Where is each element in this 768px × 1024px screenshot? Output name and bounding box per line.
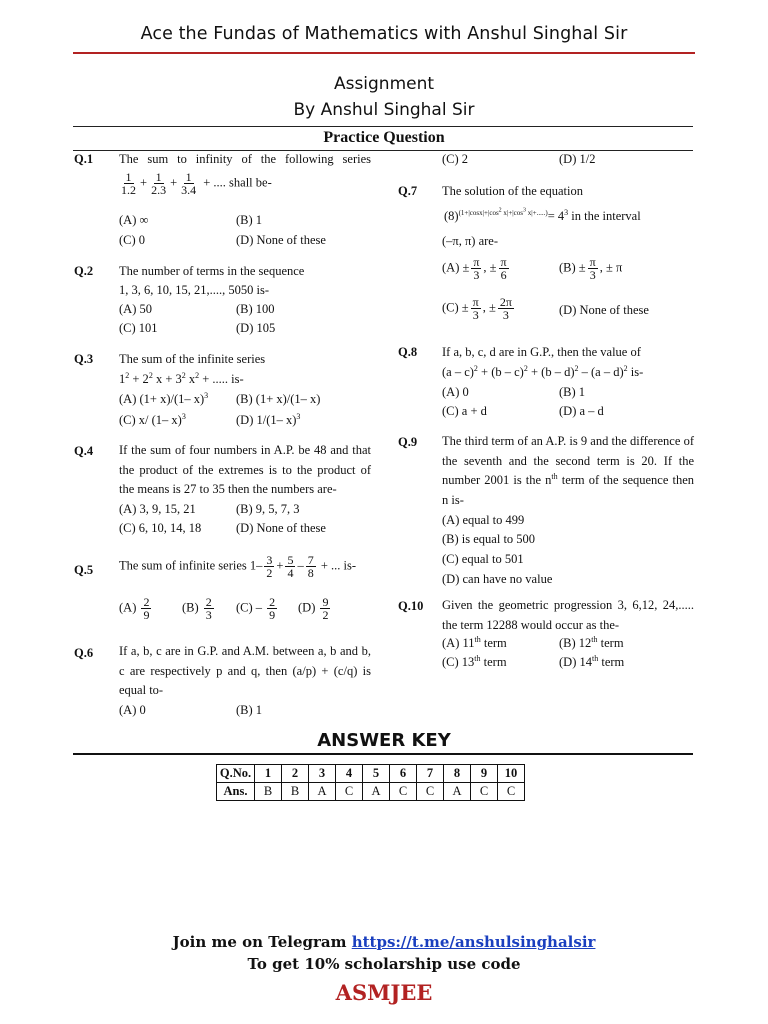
answer-key-ans-cell: C <box>471 783 498 801</box>
q1-frac-3: $\frac{1}{3.4}$ <box>181 170 197 197</box>
q2-option-d: (D) 105 <box>236 321 276 335</box>
q6-option-c: (C) 2 <box>442 152 469 166</box>
q9-option-b: (B) is equal to 500 <box>442 532 536 546</box>
q5-option-a: (A) $\frac{2}{9}$ <box>119 595 150 622</box>
q9-number: Q.9 <box>398 435 418 449</box>
q1-number: Q.1 <box>74 152 94 166</box>
answer-key-ans-cell: A <box>363 783 390 801</box>
answer-key-qno-cell: 5 <box>363 765 390 783</box>
q6-option-a: (A) 0 <box>119 703 146 717</box>
q7-line1: The solution of the equation <box>442 184 583 198</box>
answer-key-qno-cell: 7 <box>417 765 444 783</box>
telegram-line <box>0 933 768 951</box>
answer-key-answer-row <box>217 783 525 801</box>
answer-key-qno-cell: 4 <box>336 765 363 783</box>
q1-text: The sum to infinity of the following series <box>119 152 371 166</box>
q8-option-d: (D) a – d <box>559 404 604 418</box>
q8-expression: (a – c)$^2$ + (b – c)$^2$ + (b – d)$^2$ – (a – d)$^2$ is- <box>442 363 644 379</box>
q4-option-c: (C) 6, 10, 14, 18 <box>119 521 202 535</box>
q4-option-d: (D) None of these <box>236 521 326 535</box>
scholarship-line: To get 10% scholarship use code <box>247 955 521 973</box>
q5-text: The sum of infinite series 1– $\frac{3}{2}$ + $\frac{5}{4}$ – $\frac{7}{8}$ + ... is- <box>119 553 356 580</box>
q8-option-a: (A) 0 <box>442 385 469 399</box>
q7-number: Q.7 <box>398 184 418 198</box>
q1-frac-1: $\frac{1}{1.2}$ <box>121 170 136 197</box>
answer-key-qno-cell: 3 <box>309 765 336 783</box>
answer-key-qno-cell: 2 <box>282 765 309 783</box>
q6-number: Q.6 <box>74 646 94 660</box>
q1-frac-2: $\frac{1}{2.3}$ <box>151 170 167 197</box>
q4-option-a: (A) 3, 9, 15, 21 <box>119 502 196 516</box>
answer-key-ans-label: Ans. <box>217 783 255 801</box>
answer-key-qno-cell: 6 <box>390 765 417 783</box>
q5-frac-1: $\frac{3}{2}$ <box>266 553 273 580</box>
q4-text: If the sum of four numbers in A.P. be 48 and that the product of the extremes is to the product of the means is 27 to 35 then the numbers are- <box>119 443 371 497</box>
answer-key-ans-cell: C <box>336 783 363 801</box>
q7-line3: (–π, π) are- <box>442 234 498 248</box>
q10-option-b: (B) 12th term <box>559 634 624 650</box>
q10-option-c: (C) 13th term <box>442 653 507 669</box>
q3-option-a: (A) (1+ x)/(1– x)$^3$ <box>119 390 209 406</box>
q9-option-c: (C) equal to 501 <box>442 552 524 566</box>
answer-key-qno-cell: 10 <box>498 765 525 783</box>
q6-text: If a, b, c are in G.P. and A.M. between a, b and b, c are respectively p and q, then (a/p) + (c/q) is equal to- <box>119 644 371 698</box>
answer-key-table <box>216 764 525 801</box>
answer-key-ans-cell: C <box>390 783 417 801</box>
q10-text: Given the geometric progression 3, 6,12, 24,..... the term 12288 would occur as the- <box>442 598 694 632</box>
q3-option-d: (D) 1/(1– x)$^3$ <box>236 411 301 427</box>
q7-option-d: (D) None of these <box>559 303 649 317</box>
q10-option-a: (A) 11th term <box>442 634 507 650</box>
q5-option-d: (D) $\frac{9}{2}$ <box>298 595 329 622</box>
scholarship-code: ASMJEE <box>335 980 433 1005</box>
answer-key-ans-cell: C <box>498 783 525 801</box>
q7-option-a: (A) ± $\frac{\pi}{3}$ , ± $\frac{\pi}{6}$ <box>442 255 507 282</box>
title-divider <box>73 126 693 127</box>
q1-series-tail: + .... shall be- <box>203 175 272 190</box>
q1-option-a: (A) ∞ <box>119 213 149 227</box>
q9-option-a: (A) equal to 499 <box>442 513 525 527</box>
q6-option-d: (D) 1/2 <box>559 152 596 166</box>
q9-text: The third term of an A.P. is 9 and the difference of the seventh and the second term is 20. If the number 2001 is the $n^{th}$ term of the sequence then n is- <box>442 434 695 507</box>
q5-option-b: (B) $\frac{2}{3}$ <box>182 595 212 622</box>
q6-option-b: (B) 1 <box>236 703 263 717</box>
answer-key-title: ANSWER KEY <box>317 730 451 751</box>
q4-option-b: (B) 9, 5, 7, 3 <box>236 502 300 516</box>
answer-key-qno-cell: 8 <box>444 765 471 783</box>
q3-series: $1^2 + 2^2$ $x + 3^2$ $x^2$ + ..... is- <box>119 370 244 386</box>
q1-option-c: (C) 0 <box>119 233 146 247</box>
telegram-link[interactable]: https://t.me/anshulsinghalsir <box>351 933 596 951</box>
q2-option-b: (B) 100 <box>236 302 275 316</box>
answer-key-qno-cell: 1 <box>255 765 282 783</box>
q3-option-b: (B) (1+ x)/(1– x) <box>236 392 321 406</box>
answer-key-qno-label: Q.No. <box>217 765 255 783</box>
q10-option-d: (D) 14th term <box>559 653 625 669</box>
q8-line1: If a, b, c, d are in G.P., then the value of <box>442 345 641 359</box>
answer-key-ans-cell: B <box>255 783 282 801</box>
q3-option-c: (C) x/ (1– x)$^3$ <box>119 411 186 427</box>
q5-frac-2: $\frac{5}{4}$ <box>287 553 294 580</box>
q10-number: Q.10 <box>398 599 424 613</box>
q1-option-b: (B) 1 <box>236 213 263 227</box>
q7-option-b: (B) ± $\frac{\pi}{3}$ , ± π <box>559 255 623 282</box>
page-header-title: Ace the Fundas of Mathematics with Anshul Singhal Sir <box>140 24 628 44</box>
q3-number: Q.3 <box>74 352 94 366</box>
author-line: By Anshul Singhal Sir <box>293 100 475 120</box>
q2-line2: 1, 3, 6, 10, 15, 21,...., 5050 is- <box>119 283 269 297</box>
q5-number: Q.5 <box>74 563 94 577</box>
q1-option-d: (D) None of these <box>236 233 326 247</box>
q2-number: Q.2 <box>74 264 94 278</box>
answer-key-divider <box>73 753 693 755</box>
q8-number: Q.8 <box>398 345 418 359</box>
header-divider <box>73 52 695 54</box>
q7-option-c: (C) ± $\frac{\pi}{3}$ , ± $\frac{2\pi}{3}$ <box>442 295 512 322</box>
answer-key-question-row <box>217 765 525 783</box>
q8-option-b: (B) 1 <box>559 385 586 399</box>
q9-option-d: (D) can have no value <box>442 572 553 586</box>
q8-option-c: (C) a + d <box>442 404 487 418</box>
q7-equation: $(8)^{(1+|cosx|+|cos^2 x|+|cos^3 x|+.....)}= 4^3$ in the interval <box>444 207 641 223</box>
answer-key-ans-cell: C <box>417 783 444 801</box>
practice-title: Practice Question <box>323 129 445 146</box>
answer-key-qno-cell: 9 <box>471 765 498 783</box>
telegram-label: Join me on Telegram <box>172 933 352 951</box>
q5-option-c: (C) – $\frac{2}{9}$ <box>236 595 276 622</box>
q5-frac-3: $\frac{7}{8}$ <box>307 553 314 580</box>
q2-line1: The number of terms in the sequence <box>119 264 305 278</box>
assignment-title: Assignment <box>333 74 435 94</box>
answer-key-ans-cell: A <box>444 783 471 801</box>
q2-option-a: (A) 50 <box>119 302 152 316</box>
q1-series: $\frac{1}{1.2}$ + $\frac{1}{2.3}$ + $\frac{1}{3.4}$ + .... shall be- <box>121 170 272 197</box>
answer-key-ans-cell: B <box>282 783 309 801</box>
q3-line1: The sum of the infinite series <box>119 352 266 366</box>
q2-option-c: (C) 101 <box>119 321 158 335</box>
q4-number: Q.4 <box>74 444 94 458</box>
answer-key-ans-cell: A <box>309 783 336 801</box>
